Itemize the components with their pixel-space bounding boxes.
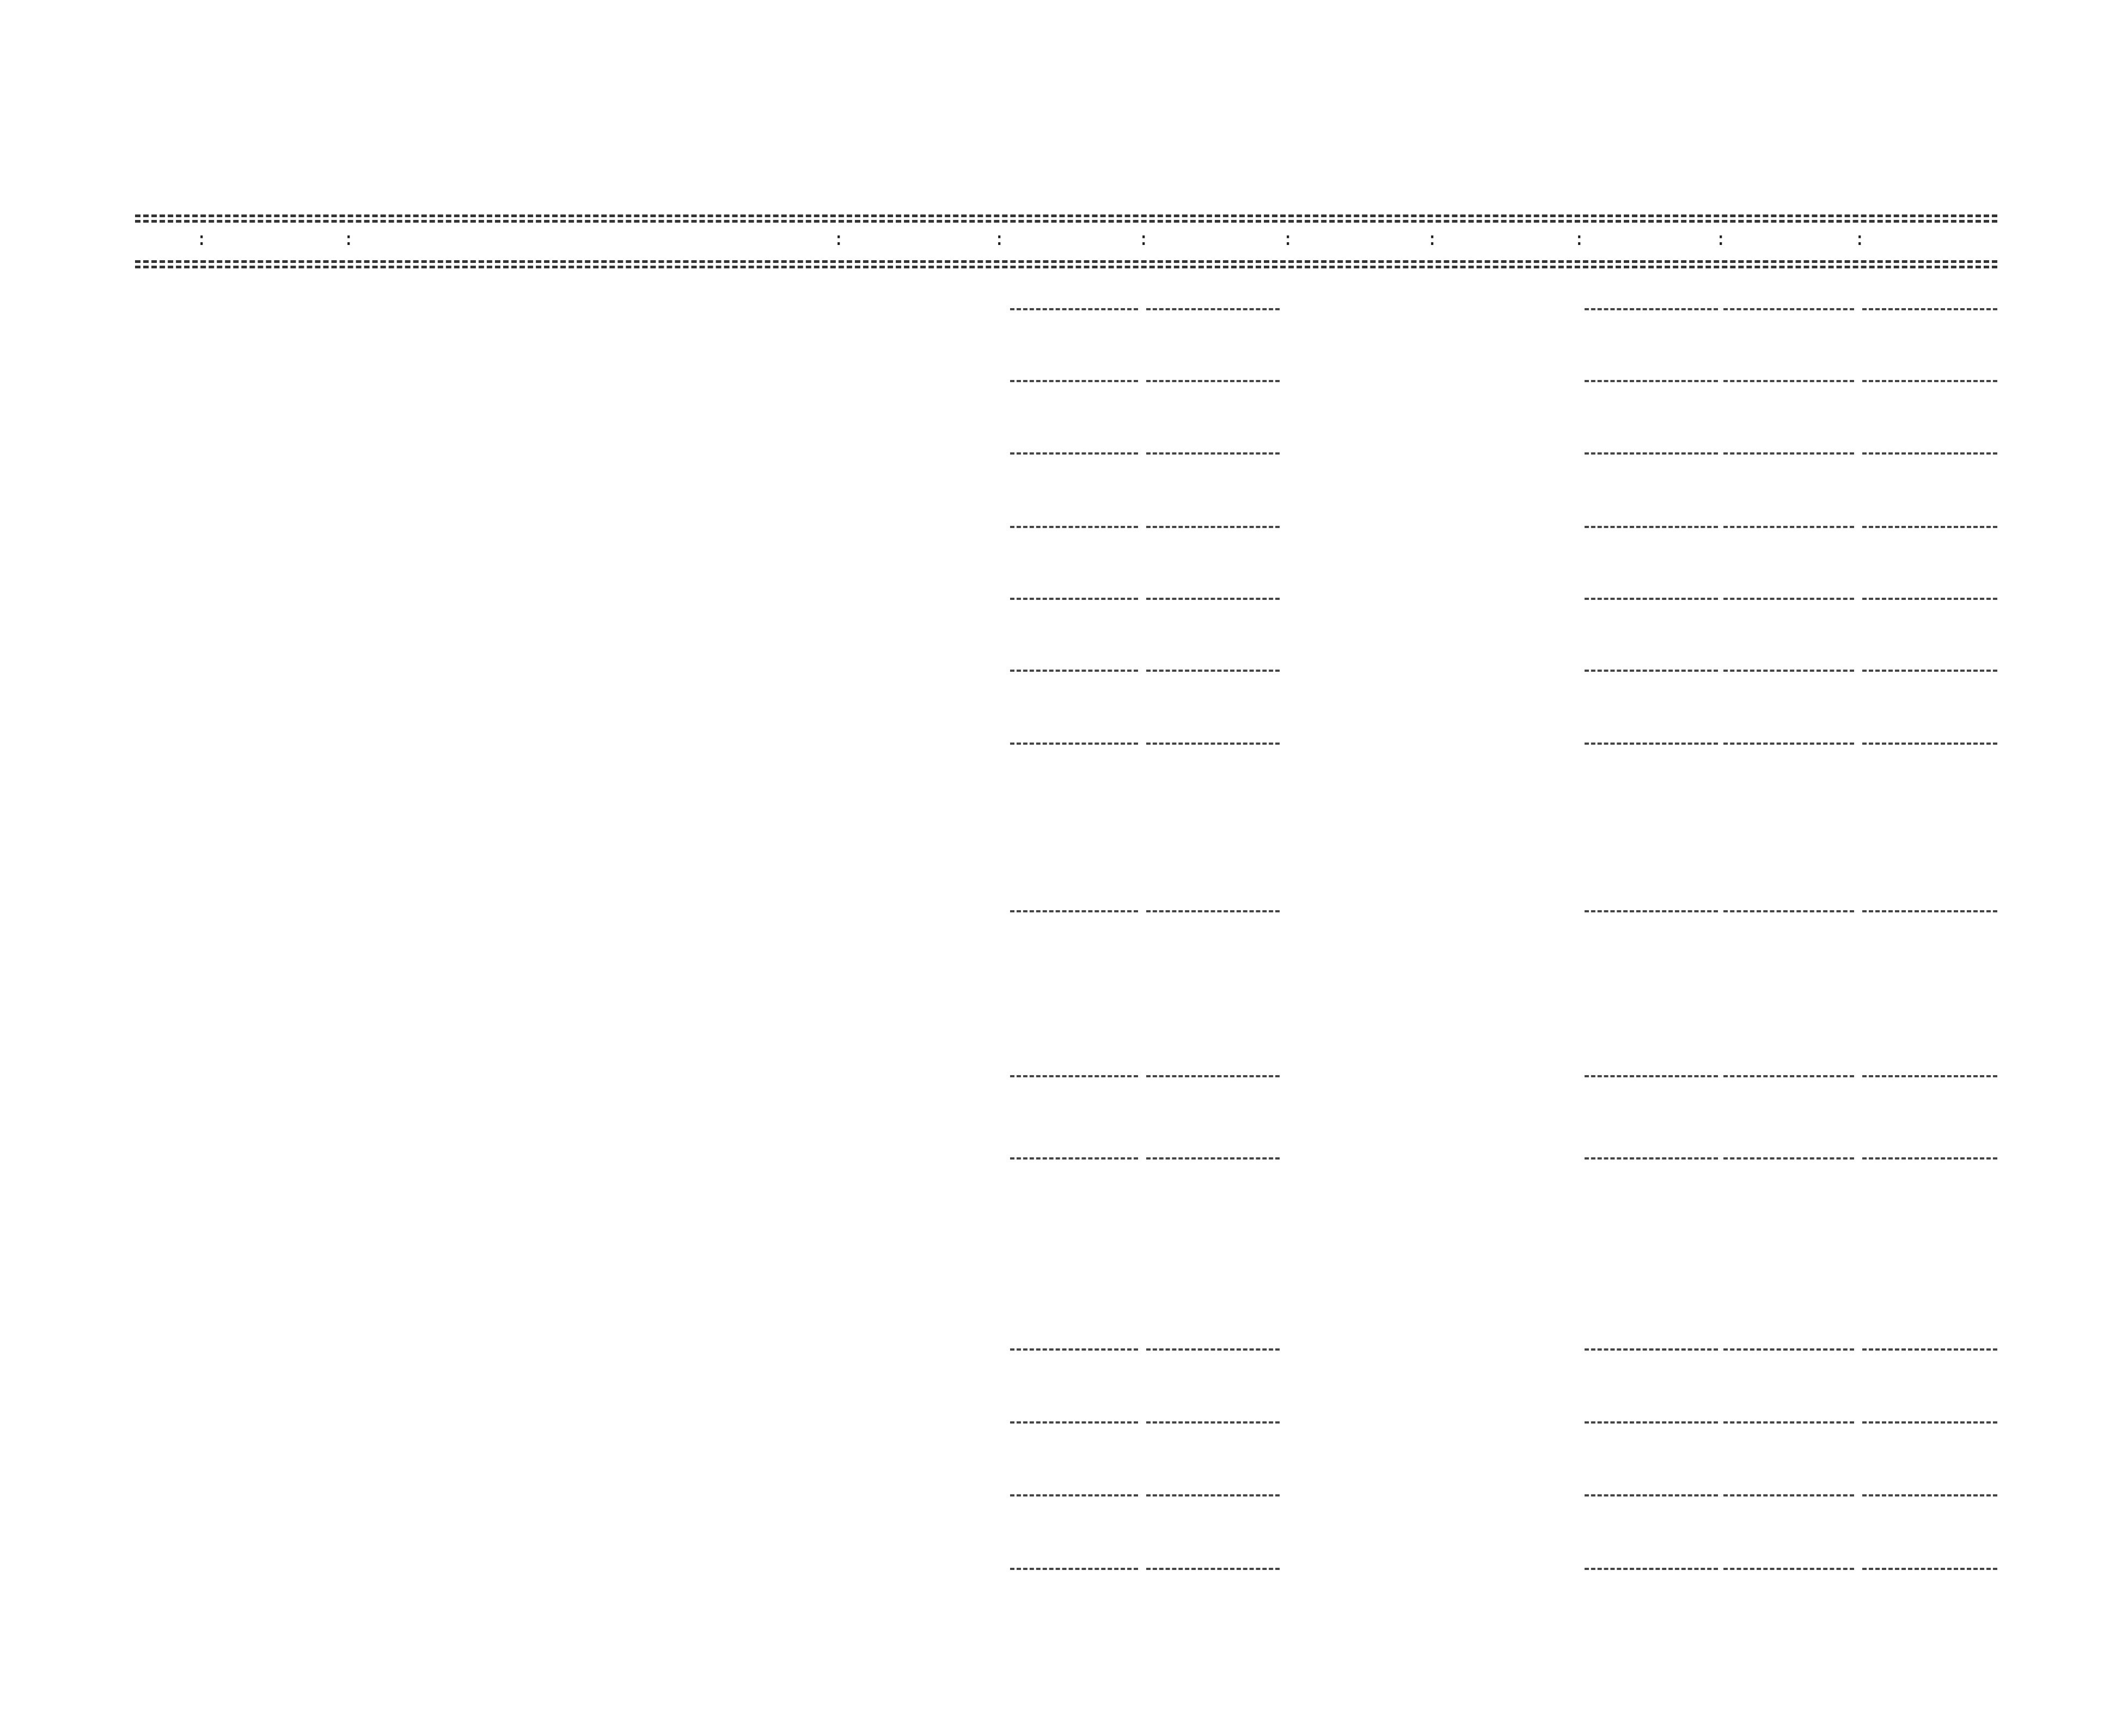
cell-divider-dash: [1862, 1348, 1997, 1351]
cell-divider-dash: [1585, 1075, 1718, 1077]
cell-divider-dash: [1585, 1568, 1718, 1570]
cell-divider-dash: [1723, 1157, 1854, 1160]
cell-divider-dash: [1010, 670, 1138, 672]
cell-divider-dash: [1585, 1494, 1718, 1496]
cell-divider-dash: [1146, 1568, 1280, 1570]
cell-divider-dash: [1862, 1494, 1997, 1496]
header-rule-top-2: [135, 220, 1997, 223]
cell-divider-dash: [1862, 452, 1997, 455]
cell-divider-dash: [1862, 380, 1997, 382]
col-separator: :: [343, 228, 354, 250]
cell-divider-dash: [1146, 1348, 1280, 1351]
col-separator: :: [1427, 228, 1438, 250]
cell-divider-dash: [1723, 1568, 1854, 1570]
col-separator: :: [1282, 228, 1294, 250]
cell-divider-dash: [1146, 743, 1280, 745]
cell-divider-dash: [1146, 1494, 1280, 1496]
cell-divider-dash: [1585, 1157, 1718, 1160]
cell-divider-dash: [1010, 526, 1138, 528]
cell-divider-dash: [1723, 1075, 1854, 1077]
cell-divider-dash: [1723, 910, 1854, 912]
cell-divider-dash: [1723, 1421, 1854, 1424]
cell-divider-dash: [1146, 526, 1280, 528]
cell-divider-dash: [1585, 452, 1718, 455]
cell-divider-dash: [1723, 452, 1854, 455]
cell-divider-dash: [1862, 743, 1997, 745]
cell-divider-dash: [1010, 380, 1138, 382]
cell-divider-dash: [1146, 670, 1280, 672]
col-separator: :: [1715, 228, 1727, 250]
cell-divider-dash: [1585, 670, 1718, 672]
cell-divider-dash: [1585, 1421, 1718, 1424]
cell-divider-dash: [1585, 743, 1718, 745]
cell-divider-dash: [1146, 598, 1280, 600]
cell-divider-dash: [1010, 1157, 1138, 1160]
cell-divider-dash: [1723, 526, 1854, 528]
header-rule-top: [135, 214, 1997, 217]
cell-divider-dash: [1723, 598, 1854, 600]
cell-divider-dash: [1862, 1421, 1997, 1424]
cell-divider-dash: [1585, 598, 1718, 600]
cell-divider-dash: [1010, 910, 1138, 912]
header-rule-bottom-2: [135, 266, 1997, 268]
cell-divider-dash: [1585, 910, 1718, 912]
cell-divider-dash: [1723, 1348, 1854, 1351]
cell-divider-dash: [1862, 1075, 1997, 1077]
cell-divider-dash: [1146, 308, 1280, 310]
cell-divider-dash: [1010, 598, 1138, 600]
cell-divider-dash: [1862, 308, 1997, 310]
col-separator: :: [1138, 228, 1149, 250]
cell-divider-dash: [1010, 308, 1138, 310]
cell-divider-dash: [1010, 1568, 1138, 1570]
cell-divider-dash: [1010, 1494, 1138, 1496]
col-separator: :: [994, 228, 1005, 250]
cell-divider-dash: [1585, 526, 1718, 528]
cell-divider-dash: [1723, 380, 1854, 382]
cell-divider-dash: [1862, 670, 1997, 672]
cell-divider-dash: [1723, 670, 1854, 672]
cell-divider-dash: [1146, 1075, 1280, 1077]
cell-divider-dash: [1146, 910, 1280, 912]
cell-divider-dash: [1585, 380, 1718, 382]
cell-divider-dash: [1146, 1421, 1280, 1424]
cell-divider-dash: [1585, 308, 1718, 310]
cell-divider-dash: [1146, 452, 1280, 455]
header-rule-bottom: [135, 260, 1997, 263]
cell-divider-dash: [1862, 1157, 1997, 1160]
cell-divider-dash: [1862, 1568, 1997, 1570]
cell-divider-dash: [1010, 1348, 1138, 1351]
col-separator: :: [1574, 228, 1585, 250]
cell-divider-dash: [1862, 910, 1997, 912]
cell-divider-dash: [1010, 1075, 1138, 1077]
cell-divider-dash: [1146, 1157, 1280, 1160]
cell-divider-dash: [1010, 452, 1138, 455]
cell-divider-dash: [1146, 380, 1280, 382]
cell-divider-dash: [1010, 1421, 1138, 1424]
cell-divider-dash: [1723, 308, 1854, 310]
cell-divider-dash: [1585, 1348, 1718, 1351]
cell-divider-dash: [1723, 1494, 1854, 1496]
col-separator: :: [833, 228, 845, 250]
col-separator: :: [196, 228, 207, 250]
col-separator: :: [1854, 228, 1866, 250]
cell-divider-dash: [1010, 743, 1138, 745]
cell-divider-dash: [1862, 526, 1997, 528]
cell-divider-dash: [1723, 743, 1854, 745]
cell-divider-dash: [1862, 598, 1997, 600]
